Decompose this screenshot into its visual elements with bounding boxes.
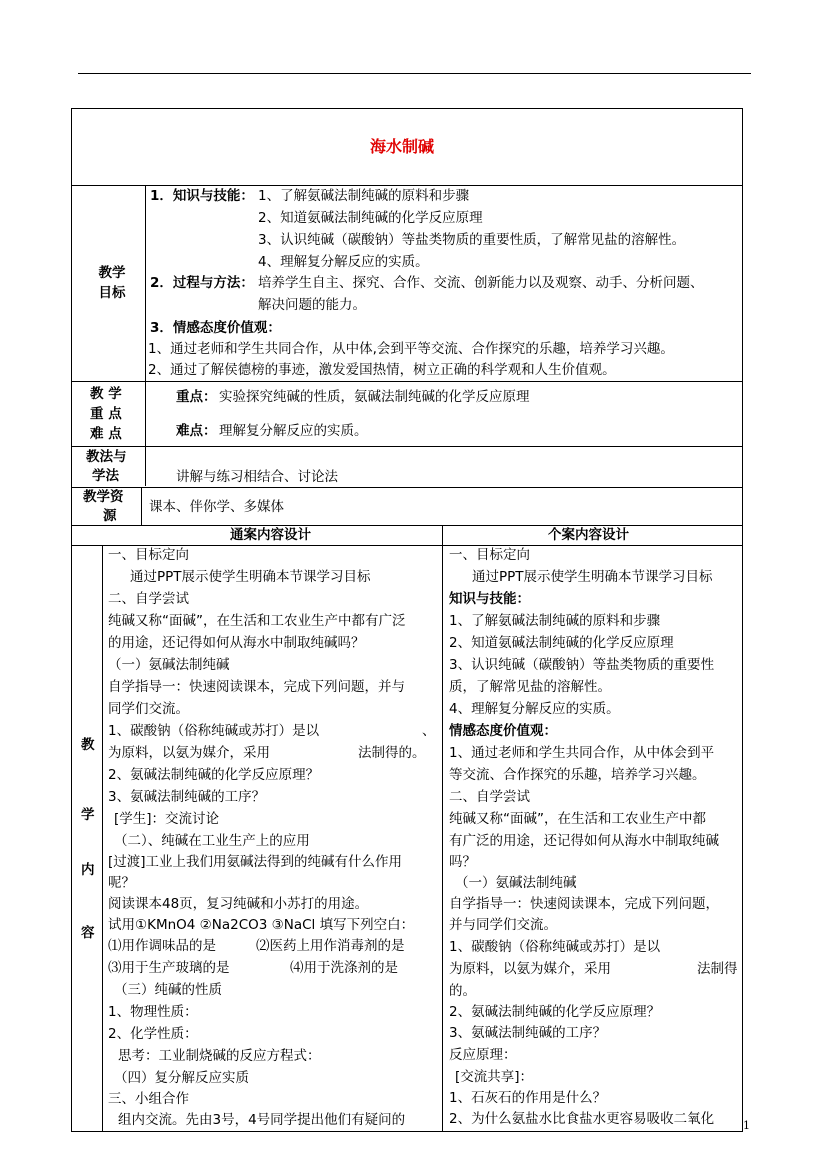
key-label: 重点： bbox=[176, 389, 217, 405]
individual-line: 情感态度价值观： bbox=[449, 723, 557, 739]
individual-line: 吗？ bbox=[449, 854, 476, 870]
common-line: 自学指导一：快速阅读课本，完成下列问题，并与 bbox=[108, 679, 405, 695]
individual-line: 4、理解复分解反应的实质。 bbox=[449, 701, 620, 717]
knowledge-item: 3、认识纯碱（碳酸钠）等盐类物质的重要性质，了解常见盐的溶解性。 bbox=[258, 232, 686, 248]
common-design-header: 通案内容设计 bbox=[230, 527, 311, 543]
common-line: ⑴用作调味品的是 bbox=[108, 938, 216, 954]
individual-line: 1、通过老师和学生共同合作，从中体会到平 bbox=[449, 745, 715, 761]
individual-line: 的。 bbox=[449, 983, 476, 999]
content-label-char: 学 bbox=[81, 807, 95, 823]
individual-line: 3、氨碱法制纯碱的工序？ bbox=[449, 1025, 607, 1041]
knowledge-item: 2、知道氨碱法制纯碱的化学反应原理 bbox=[258, 210, 483, 226]
individual-line: 2、知道氨碱法制纯碱的化学反应原理 bbox=[449, 635, 674, 651]
individual-line: 质，了解常见盐的溶解性。 bbox=[449, 679, 611, 695]
common-line: 阅读课本48页，复习纯碱和小苏打的用途。 bbox=[108, 896, 369, 912]
process-text: 解决问题的能力。 bbox=[258, 297, 366, 313]
individual-line: 2、氨碱法制纯碱的化学反应原理？ bbox=[449, 1004, 661, 1020]
common-line: 一、目标定向 bbox=[108, 547, 189, 563]
common-line: 思考：工业制烧碱的反应方程式： bbox=[118, 1048, 321, 1064]
individual-line: 一、目标定向 bbox=[449, 547, 530, 563]
common-line: 的用途，还记得如何从海水中制取纯碱吗？ bbox=[108, 635, 365, 651]
individual-design-header: 个案内容设计 bbox=[548, 527, 629, 543]
individual-line: 并与同学们交流。 bbox=[449, 917, 557, 933]
common-line: 二、自学尝试 bbox=[108, 591, 189, 607]
common-line: （二）、纯碱在工业生产上的应用 bbox=[114, 833, 310, 849]
knowledge-heading: 1．知识与技能： bbox=[150, 188, 254, 204]
common-line: 1、物理性质： bbox=[108, 1004, 198, 1020]
individual-line: 知识与技能： bbox=[449, 591, 530, 607]
page-number: 1 bbox=[743, 1119, 750, 1132]
individual-line: 等交流、合作探究的乐趣，培养学习兴趣。 bbox=[449, 767, 706, 783]
common-line: 1、碳酸钠（俗称纯碱或苏打）是以 bbox=[108, 723, 320, 739]
individual-line: 1、碳酸钠（俗称纯碱或苏打）是以 bbox=[449, 939, 661, 955]
difficulty-text: 理解复分解反应的实质。 bbox=[219, 423, 368, 439]
keypoints-label: 难 点 bbox=[90, 426, 122, 442]
common-line: 、 bbox=[422, 723, 436, 739]
common-line: 组内交流。先由3号，4号同学提出他们有疑问的 bbox=[118, 1112, 406, 1128]
header-rule bbox=[78, 73, 751, 74]
individual-line: 反应原理： bbox=[449, 1047, 517, 1063]
methods-label: 教法与 bbox=[86, 449, 127, 465]
common-line: ⑵医药上用作消毒剂的是 bbox=[256, 938, 405, 954]
individual-line: 有广泛的用途，还记得如何从海水中制取纯碱 bbox=[449, 833, 719, 849]
resources-label: 源 bbox=[103, 508, 117, 524]
individual-line: 2、为什么氨盐水比食盐水更容易吸收二氧化 bbox=[449, 1111, 715, 1127]
common-line: 纯碱又称“面碱”，在生活和工农业生产中都有广泛 bbox=[108, 613, 406, 629]
resources-text: 课本、伴你学、多媒体 bbox=[149, 499, 284, 515]
individual-line: 自学指导一：快速阅读课本，完成下列问题， bbox=[449, 896, 719, 912]
difficulty-label: 难点： bbox=[176, 423, 217, 439]
individual-line: 为原料，以氨为媒介，采用 bbox=[449, 961, 611, 977]
common-line: 三、小组合作 bbox=[108, 1091, 189, 1107]
resources-label: 教学资 bbox=[83, 489, 124, 505]
content-label-char: 容 bbox=[81, 925, 95, 941]
common-line: ⑷用于洗涤剂的是 bbox=[290, 960, 398, 976]
common-line: 法制得的。 bbox=[358, 745, 426, 761]
common-line: [过渡]工业上我们用氨碱法得到的纯碱有什么作用 bbox=[108, 854, 403, 870]
common-line: （一）氨碱法制纯碱 bbox=[108, 657, 230, 673]
knowledge-item: 1、了解氨碱法制纯碱的原料和步骤 bbox=[258, 188, 470, 204]
emotion-item: 2、通过了解侯德榜的事迹，激发爱国热情，树立正确的科学观和人生价值观。 bbox=[148, 362, 616, 378]
methods-text: 讲解与练习相结合、讨论法 bbox=[176, 469, 338, 485]
common-line: 试用①KMnO4 ②Na2CO3 ③NaCl 填写下列空白： bbox=[108, 917, 415, 933]
key-text: 实验探究纯碱的性质，氨碱法制纯碱的化学反应原理 bbox=[219, 389, 530, 405]
emotion-heading: 3．情感态度价值观： bbox=[150, 320, 281, 336]
content-label-char: 教 bbox=[81, 737, 95, 753]
emotion-item: 1、通过老师和学生共同合作，从中体,会到平等交流、合作探究的乐趣，培养学习兴趣。 bbox=[148, 341, 674, 357]
common-line: ⑶用于生产玻璃的是 bbox=[108, 960, 230, 976]
process-text: 培养学生自主、探究、合作、交流、创新能力以及观察、动手、分析问题、 bbox=[258, 275, 704, 291]
individual-line: 1、石灰石的作用是什么？ bbox=[449, 1090, 607, 1106]
keypoints-label: 重 点 bbox=[90, 406, 122, 422]
common-line: （四）复分解反应实质 bbox=[114, 1070, 249, 1086]
methods-label: 学法 bbox=[92, 468, 119, 484]
common-line: 通过PPT展示使学生明确本节课学习目标 bbox=[130, 569, 371, 585]
common-line: 同学们交流。 bbox=[108, 701, 189, 717]
common-line: （三）纯碱的性质 bbox=[114, 982, 222, 998]
individual-line: （一）氨碱法制纯碱 bbox=[455, 875, 577, 891]
objectives-label: 教学目标 bbox=[98, 265, 126, 301]
individual-line: 法制得 bbox=[697, 961, 738, 977]
individual-line: 通过PPT展示使学生明确本节课学习目标 bbox=[472, 569, 713, 585]
common-line: 2、氨碱法制纯碱的化学反应原理？ bbox=[108, 767, 320, 783]
common-line: 为原料，以氨为媒介，采用 bbox=[108, 745, 270, 761]
process-heading: 2．过程与方法： bbox=[150, 275, 254, 291]
common-line: 呢？ bbox=[108, 875, 135, 891]
individual-line: [交流共享]： bbox=[455, 1069, 534, 1085]
common-line: 2、化学性质： bbox=[108, 1026, 198, 1042]
page-title: 海水制碱 bbox=[370, 137, 435, 156]
knowledge-item: 4、理解复分解反应的实质。 bbox=[258, 254, 429, 270]
individual-line: 二、自学尝试 bbox=[449, 789, 530, 805]
common-line: 3、氨碱法制纯碱的工序？ bbox=[108, 789, 266, 805]
individual-line: 3、认识纯碱（碳酸钠）等盐类物质的重要性 bbox=[449, 657, 715, 673]
common-line: [学生]：交流讨论 bbox=[114, 811, 220, 827]
individual-line: 1、了解氨碱法制纯碱的原料和步骤 bbox=[449, 613, 661, 629]
keypoints-label: 教 学 bbox=[90, 386, 122, 402]
content-label-char: 内 bbox=[81, 862, 95, 878]
individual-line: 纯碱又称“面碱”，在生活和工农业生产中都 bbox=[449, 811, 706, 827]
